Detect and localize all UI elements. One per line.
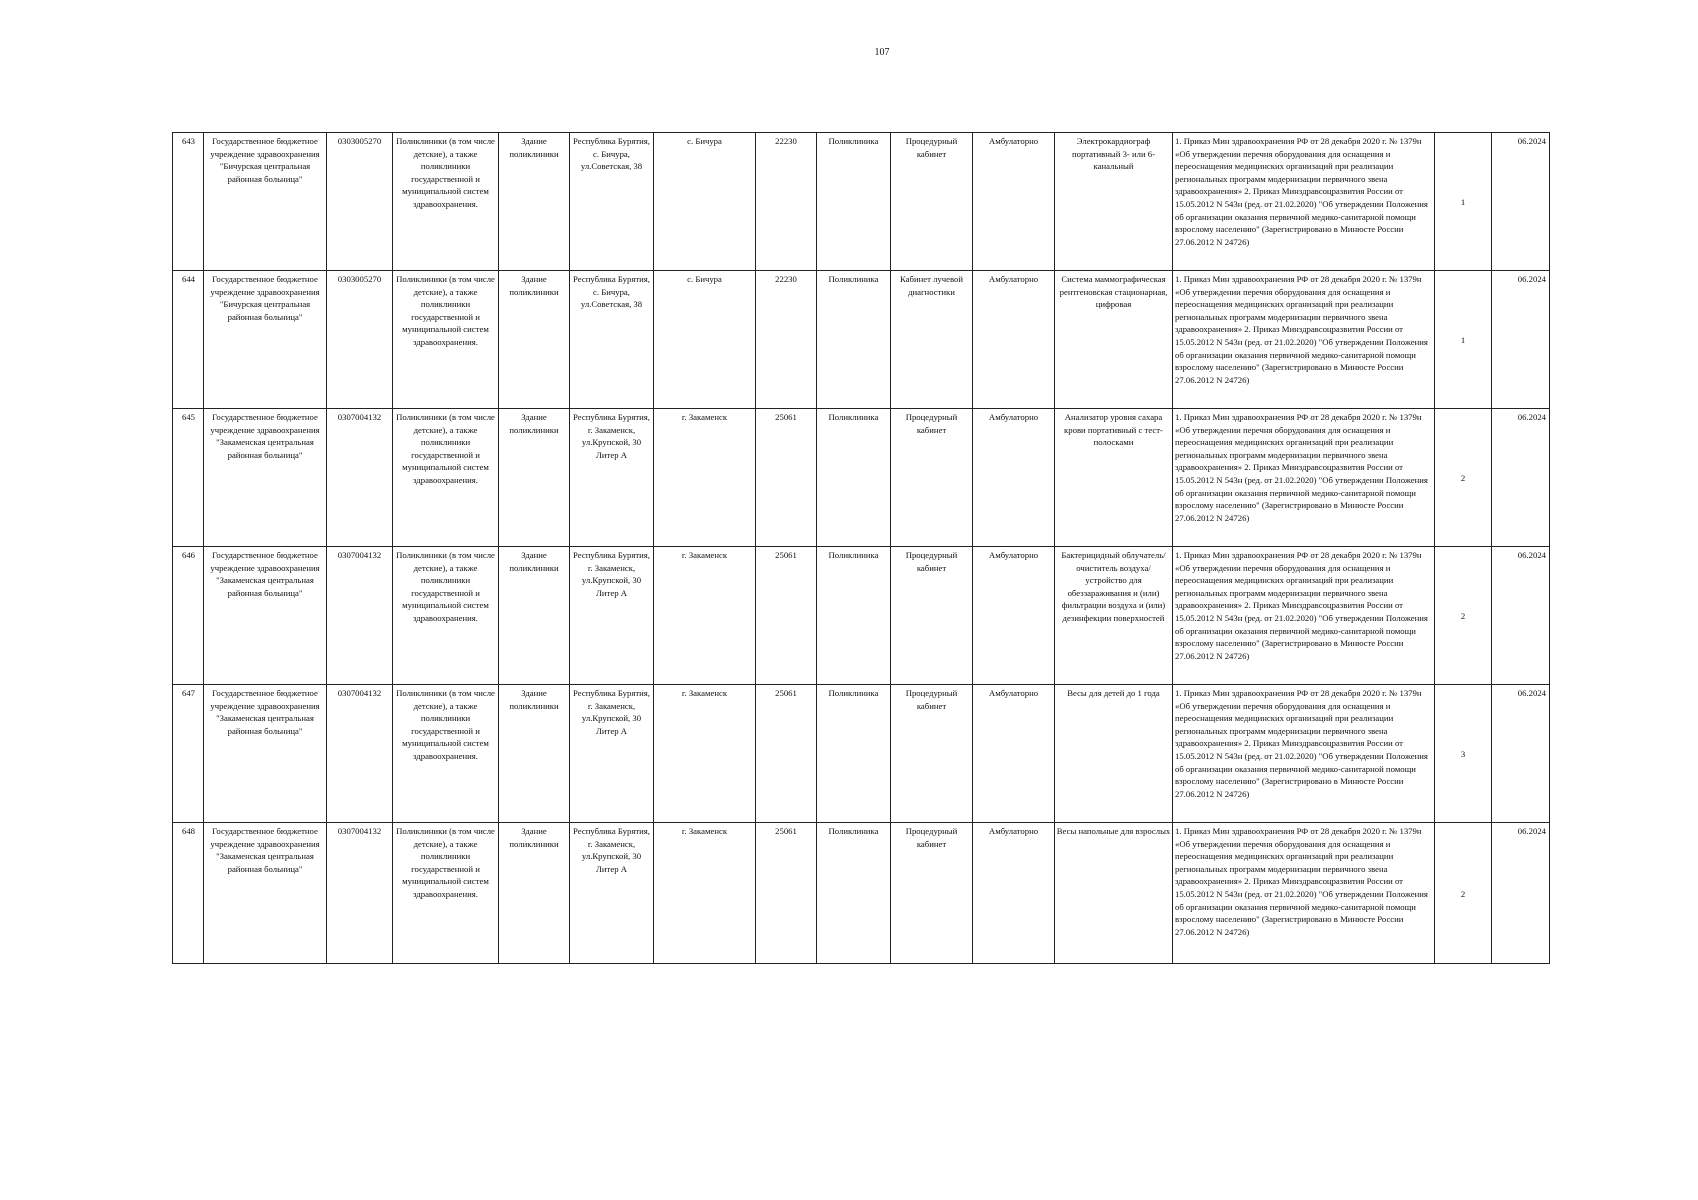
building-cell: Здание поликлиники xyxy=(499,409,570,547)
table-body xyxy=(173,133,1550,964)
room-cell: Процедурный кабинет xyxy=(891,409,973,547)
equipment-cell: Весы напольные для взрослых xyxy=(1055,823,1173,964)
department-cell: Поликлиника xyxy=(817,547,891,685)
postcode-cell: 22230 xyxy=(756,133,817,271)
row-number-cell: 647 xyxy=(173,685,204,823)
table-row xyxy=(173,547,1550,685)
organization-cell: Государственное бюджетное учреждение здравоохранения "Закаменская центральная районная больница" xyxy=(204,823,327,964)
equipment-cell: Бактерицидный облучатель/очиститель воздуха/устройство для обеззараживания и (или) фильтрации воздуха и (или) дезинфекции поверхностей xyxy=(1055,547,1173,685)
legal-basis-cell: 1. Приказ Мин здравоохранения РФ от 28 декабря 2020 г. № 1379н «Об утверждении перечня оборудования для оснащения и переоснащения медицинских организаций при реализации региональных программ модернизации первичного звена здравоохранения» 2. Приказ Минздравсоцразвития России от 15.05.2012 N 543н (ред. от 21.02.2020) "Об утверждении Положения об организации оказания первичной медико-санитарной помощи взрослому населению" (Зарегистрировано в Минюсте России 27.06.2012 N 24726) xyxy=(1173,547,1435,685)
table-row xyxy=(173,271,1550,409)
settlement-cell: г. Закаменск xyxy=(654,685,756,823)
organization-cell: Государственное бюджетное учреждение здравоохранения "Бичурская центральная районная больница" xyxy=(204,271,327,409)
care-form-cell: Амбулаторно xyxy=(973,409,1055,547)
building-cell: Здание поликлиники xyxy=(499,685,570,823)
table-row xyxy=(173,823,1550,964)
date-cell: 06.2024 xyxy=(1492,823,1550,964)
table-row xyxy=(173,133,1550,271)
quantity-cell: 1 xyxy=(1435,133,1492,271)
organization-cell: Государственное бюджетное учреждение здравоохранения "Бичурская центральная районная больница" xyxy=(204,133,327,271)
date-cell: 06.2024 xyxy=(1492,547,1550,685)
settlement-cell: с. Бичура xyxy=(654,271,756,409)
settlement-cell: г. Закаменск xyxy=(654,409,756,547)
page-number: 107 xyxy=(874,47,890,58)
address-cell: Республика Бурятия, с. Бичура, ул.Советская, 38 xyxy=(570,133,654,271)
row-number-cell: 645 xyxy=(173,409,204,547)
building-cell: Здание поликлиники xyxy=(499,271,570,409)
quantity-cell: 1 xyxy=(1435,271,1492,409)
unit-type-cell: Поликлиники (в том числе детские), а также поликлиники государственной и муниципальной систем здравоохранения. xyxy=(393,271,499,409)
building-cell: Здание поликлиники xyxy=(499,547,570,685)
room-cell: Процедурный кабинет xyxy=(891,133,973,271)
organization-cell: Государственное бюджетное учреждение здравоохранения "Закаменская центральная районная больница" xyxy=(204,547,327,685)
equipment-table xyxy=(172,132,1550,964)
care-form-cell: Амбулаторно xyxy=(973,823,1055,964)
unit-type-cell: Поликлиники (в том числе детские), а также поликлиники государственной и муниципальной систем здравоохранения. xyxy=(393,547,499,685)
equipment-cell: Система маммографическая рентгеновская стационарная, цифровая xyxy=(1055,271,1173,409)
equipment-cell: Электрокардиограф портативный 3- или 6- канальный xyxy=(1055,133,1173,271)
equipment-cell: Анализатор уровня сахара крови портативный с тест-полосками xyxy=(1055,409,1173,547)
address-cell: Республика Бурятия, с. Бичура, ул.Советская, 38 xyxy=(570,271,654,409)
row-number-cell: 646 xyxy=(173,547,204,685)
department-cell: Поликлиника xyxy=(817,685,891,823)
postcode-cell: 25061 xyxy=(756,685,817,823)
department-cell: Поликлиника xyxy=(817,271,891,409)
quantity-cell: 2 xyxy=(1435,547,1492,685)
room-cell: Процедурный кабинет xyxy=(891,685,973,823)
care-form-cell: Амбулаторно xyxy=(973,685,1055,823)
care-form-cell: Амбулаторно xyxy=(973,271,1055,409)
care-form-cell: Амбулаторно xyxy=(973,133,1055,271)
org-code-cell: 0307004132 xyxy=(327,547,393,685)
organization-cell: Государственное бюджетное учреждение здравоохранения "Закаменская центральная районная больница" xyxy=(204,409,327,547)
postcode-cell: 25061 xyxy=(756,547,817,685)
settlement-cell: г. Закаменск xyxy=(654,547,756,685)
legal-basis-cell: 1. Приказ Мин здравоохранения РФ от 28 декабря 2020 г. № 1379н «Об утверждении перечня оборудования для оснащения и переоснащения медицинских организаций при реализации региональных программ модернизации первичного звена здравоохранения» 2. Приказ Минздравсоцразвития России от 15.05.2012 N 543н (ред. от 21.02.2020) "Об утверждении Положения об организации оказания первичной медико-санитарной помощи взрослому населению" (Зарегистрировано в Минюсте России 27.06.2012 N 24726) xyxy=(1173,409,1435,547)
room-cell: Процедурный кабинет xyxy=(891,547,973,685)
table-row xyxy=(173,409,1550,547)
postcode-cell: 22230 xyxy=(756,271,817,409)
address-cell: Республика Бурятия, г. Закаменск, ул.Крупской, 30 Литер А xyxy=(570,547,654,685)
unit-type-cell: Поликлиники (в том числе детские), а также поликлиники государственной и муниципальной систем здравоохранения. xyxy=(393,823,499,964)
unit-type-cell: Поликлиники (в том числе детские), а также поликлиники государственной и муниципальной систем здравоохранения. xyxy=(393,409,499,547)
department-cell: Поликлиника xyxy=(817,823,891,964)
postcode-cell: 25061 xyxy=(756,823,817,964)
equipment-cell: Весы для детей до 1 года xyxy=(1055,685,1173,823)
settlement-cell: с. Бичура xyxy=(654,133,756,271)
address-cell: Республика Бурятия, г. Закаменск, ул.Крупской, 30 Литер А xyxy=(570,823,654,964)
legal-basis-cell: 1. Приказ Мин здравоохранения РФ от 28 декабря 2020 г. № 1379н «Об утверждении перечня оборудования для оснащения и переоснащения медицинских организаций при реализации региональных программ модернизации первичного звена здравоохранения» 2. Приказ Минздравсоцразвития России от 15.05.2012 N 543н (ред. от 21.02.2020) "Об утверждении Положения об организации оказания первичной медико-санитарной помощи взрослому населению" (Зарегистрировано в Минюсте России 27.06.2012 N 24726) xyxy=(1173,271,1435,409)
legal-basis-cell: 1. Приказ Мин здравоохранения РФ от 28 декабря 2020 г. № 1379н «Об утверждении перечня оборудования для оснащения и переоснащения медицинских организаций при реализации региональных программ модернизации первичного звена здравоохранения» 2. Приказ Минздравсоцразвития России от 15.05.2012 N 543н (ред. от 21.02.2020) "Об утверждении Положения об организации оказания первичной медико-санитарной помощи взрослому населению" (Зарегистрировано в Минюсте России 27.06.2012 N 24726) xyxy=(1173,823,1435,964)
room-cell: Процедурный кабинет xyxy=(891,823,973,964)
unit-type-cell: Поликлиники (в том числе детские), а также поликлиники государственной и муниципальной систем здравоохранения. xyxy=(393,133,499,271)
org-code-cell: 0303005270 xyxy=(327,133,393,271)
settlement-cell: г. Закаменск xyxy=(654,823,756,964)
building-cell: Здание поликлиники xyxy=(499,133,570,271)
organization-cell: Государственное бюджетное учреждение здравоохранения "Закаменская центральная районная больница" xyxy=(204,685,327,823)
date-cell: 06.2024 xyxy=(1492,685,1550,823)
building-cell: Здание поликлиники xyxy=(499,823,570,964)
row-number-cell: 648 xyxy=(173,823,204,964)
department-cell: Поликлиника xyxy=(817,409,891,547)
date-cell: 06.2024 xyxy=(1492,409,1550,547)
row-number-cell: 643 xyxy=(173,133,204,271)
org-code-cell: 0307004132 xyxy=(327,685,393,823)
legal-basis-cell: 1. Приказ Мин здравоохранения РФ от 28 декабря 2020 г. № 1379н «Об утверждении перечня оборудования для оснащения и переоснащения медицинских организаций при реализации региональных программ модернизации первичного звена здравоохранения» 2. Приказ Минздравсоцразвития России от 15.05.2012 N 543н (ред. от 21.02.2020) "Об утверждении Положения об организации оказания первичной медико-санитарной помощи взрослому населению" (Зарегистрировано в Минюсте России 27.06.2012 N 24726) xyxy=(1173,133,1435,271)
date-cell: 06.2024 xyxy=(1492,271,1550,409)
room-cell: Кабинет лучевой диагностики xyxy=(891,271,973,409)
postcode-cell: 25061 xyxy=(756,409,817,547)
org-code-cell: 0307004132 xyxy=(327,409,393,547)
quantity-cell: 2 xyxy=(1435,823,1492,964)
org-code-cell: 0307004132 xyxy=(327,823,393,964)
quantity-cell: 2 xyxy=(1435,409,1492,547)
unit-type-cell: Поликлиники (в том числе детские), а также поликлиники государственной и муниципальной систем здравоохранения. xyxy=(393,685,499,823)
table-row xyxy=(173,685,1550,823)
org-code-cell: 0303005270 xyxy=(327,271,393,409)
address-cell: Республика Бурятия, г. Закаменск, ул.Крупской, 30 Литер А xyxy=(570,409,654,547)
department-cell: Поликлиника xyxy=(817,133,891,271)
date-cell: 06.2024 xyxy=(1492,133,1550,271)
address-cell: Республика Бурятия, г. Закаменск, ул.Крупской, 30 Литер А xyxy=(570,685,654,823)
care-form-cell: Амбулаторно xyxy=(973,547,1055,685)
legal-basis-cell: 1. Приказ Мин здравоохранения РФ от 28 декабря 2020 г. № 1379н «Об утверждении перечня оборудования для оснащения и переоснащения медицинских организаций при реализации региональных программ модернизации первичного звена здравоохранения» 2. Приказ Минздравсоцразвития России от 15.05.2012 N 543н (ред. от 21.02.2020) "Об утверждении Положения об организации оказания первичной медико-санитарной помощи взрослому населению" (Зарегистрировано в Минюсте России 27.06.2012 N 24726) xyxy=(1173,685,1435,823)
row-number-cell: 644 xyxy=(173,271,204,409)
quantity-cell: 3 xyxy=(1435,685,1492,823)
